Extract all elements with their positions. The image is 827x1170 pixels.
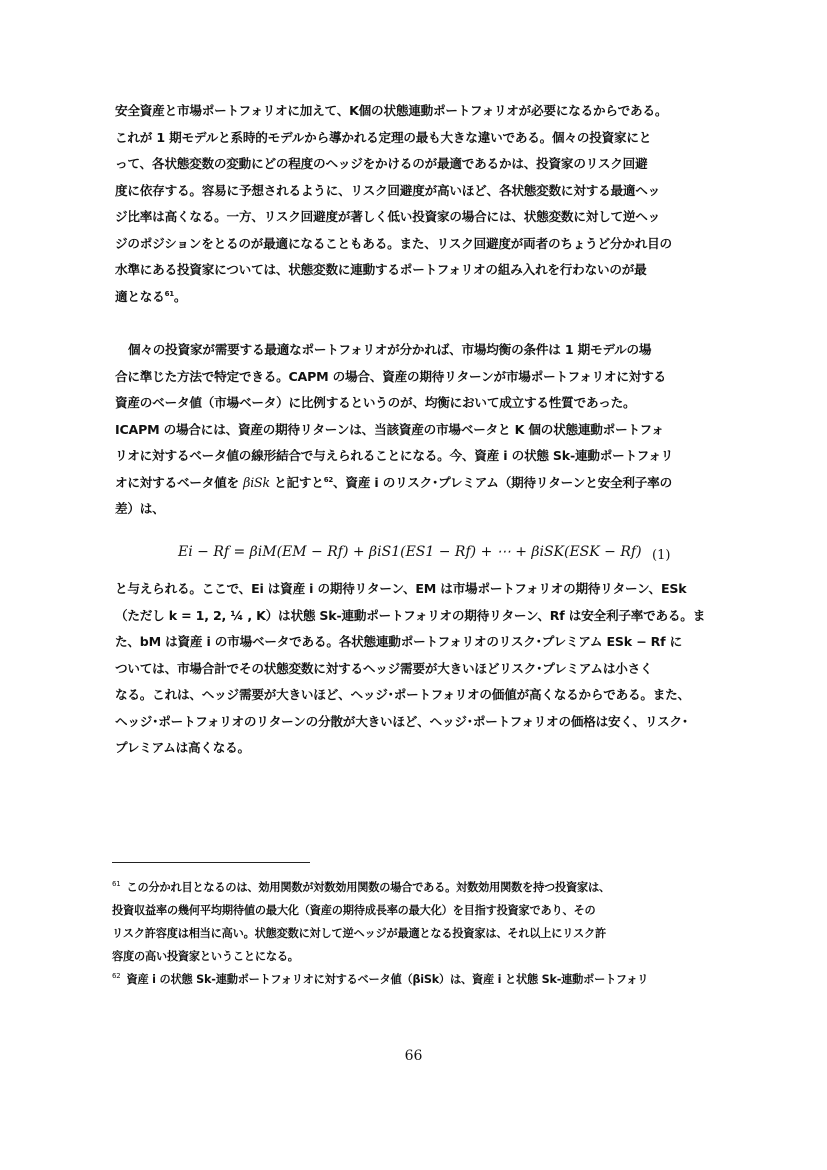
text-line: ついては、市場合計でその状態変数に対するヘッジ需要が大きいほどリスク･プレミアムは小さく [115,660,653,676]
paragraph-3 [115,576,715,762]
footnote-text: この分かれ目となるのは、効用関数が対数効用関数の場合である。対数効用関数を持つ投資家は、 [126,881,610,894]
text-line: 安全資産と市場ポートフォリオに加えて、K個の状態連動ポートフォリオが必要になるからである。 [115,103,668,118]
text-line: 差）は、 [115,501,165,516]
text-line: 合に準じた方法で特定できる。CAPM の場合、資産の期待リターンが市場ポートフォリオに対する [115,368,666,384]
equation-1: Ei − Rf = βiM(EM − Rf) + βiS1(ES1 − Rf) + ⋯ + βiSK(ESK − Rf) [178,544,642,560]
paragraph-1 [115,98,715,310]
text-line-last [115,284,715,311]
text-line: って、各状態変数の変動にどの程度のヘッジをかけるのが最適であるかは、投資家のリスク回避 [115,156,648,171]
text-line: （ただし k = 1, 2, ¼ , K）は状態 Sk-連動ポートフォリオの期待リターン、Rf は安全利子率である。ま [115,607,706,623]
footnotes [112,876,722,991]
paragraph-2 [115,337,715,523]
text-line: た、bM は資産 i の市場ベータである。各状態連動ポートフォリオのリスク･プレミアム ESk − Rf に [115,634,683,649]
text-line: リオに対するベータ値の線形結合で与えられることになる。今、資産 i の状態 Sk-連動ポートフォリ [115,448,674,463]
text-line: なる。これは、ヘッジ需要が大きいほど、ヘッジ･ポートフォリオの価値が高くなるからである。また、 [115,687,690,702]
footnote-number: 61 [112,880,121,889]
text-line: 資産のベータ値（市場ベータ）に比例するというのが、均衡において成立する性質であった。 [115,395,636,410]
footnote-61 [112,876,722,899]
footnote-62 [112,968,722,991]
text-fragment: と記すと [274,474,324,490]
text-fragment: オに対するベータ値を [115,474,239,490]
footnote-text: 資産 i の状態 Sk-連動ポートフォリオに対するベータ値（βiSk）は、資産 i と状態 Sk-連動ポートフォリ [126,973,649,986]
footnote-ref-62: 62 [323,475,334,484]
footnote-text: 投資収益率の幾何平均期待値の最大化（資産の期待成長率の最大化）を目指す投資家であり、その [112,904,596,917]
text-line: 個々の投資家が需要する最適なポートフォリオが分かれば、市場均衡の条件は 1 期モデルの場 [128,342,652,357]
page-number: 66 [404,1048,423,1064]
footnote-ref-61: 61 [164,289,174,298]
text-line: ジのポジションをとるのが最適になることもある。また、リスク回避度が両者のちょうど分かれ目の [115,235,672,251]
text-line: と与えられる。ここで、Ei は資産 i の期待リターン、EM は市場ポートフォリオの期待リターン、ESk [115,581,687,596]
text-line: ジ比率は高くなる。一方、リスク回避度が著しく低い投資家の場合には、状態変数に対して逆ヘッ [115,209,661,224]
text-line: 水準にある投資家については、状態変数に連動するポートフォリオの組み入れを行わないのが最 [115,262,647,277]
text-fragment: 、資産 i のリスク･プレミアム（期待リターンと安全利子率の [333,474,672,490]
text-line: ICAPM の場合には、資産の期待リターンは、当該資産の市場ベータと K 個の状態連動ポートフォ [115,421,664,437]
text-line: ヘッジ･ポートフォリオのリターンの分散が大きいほど、ヘッジ･ポートフォリオの価格は安く、リスク･ [115,713,688,729]
footnote-text: 容度の高い投資家ということになる。 [112,950,299,963]
equation-number: (1) [652,548,671,563]
text-fragment: 。 [173,288,187,304]
footnote-divider [112,862,310,863]
text-fragment: 適となる [115,288,165,304]
text-line: これが 1 期モデルと系時的モデルから導かれる定理の最も大きな違いである。個々の投資家にと [115,129,652,145]
text-line: 度に依存する。容易に予想されるように、リスク回避度が高いほど、各状態変数に対する最適ヘッ [115,182,661,198]
footnote-number: 62 [112,972,121,981]
text-line [115,470,715,497]
text-line: プレミアムは高くなる。 [115,740,250,755]
beta-symbol: βiSk [243,474,270,490]
footnote-text: リスク許容度は相当に高い。状態変数に対して逆ヘッジが最適となる投資家は、それ以上にリスク許 [112,927,606,940]
